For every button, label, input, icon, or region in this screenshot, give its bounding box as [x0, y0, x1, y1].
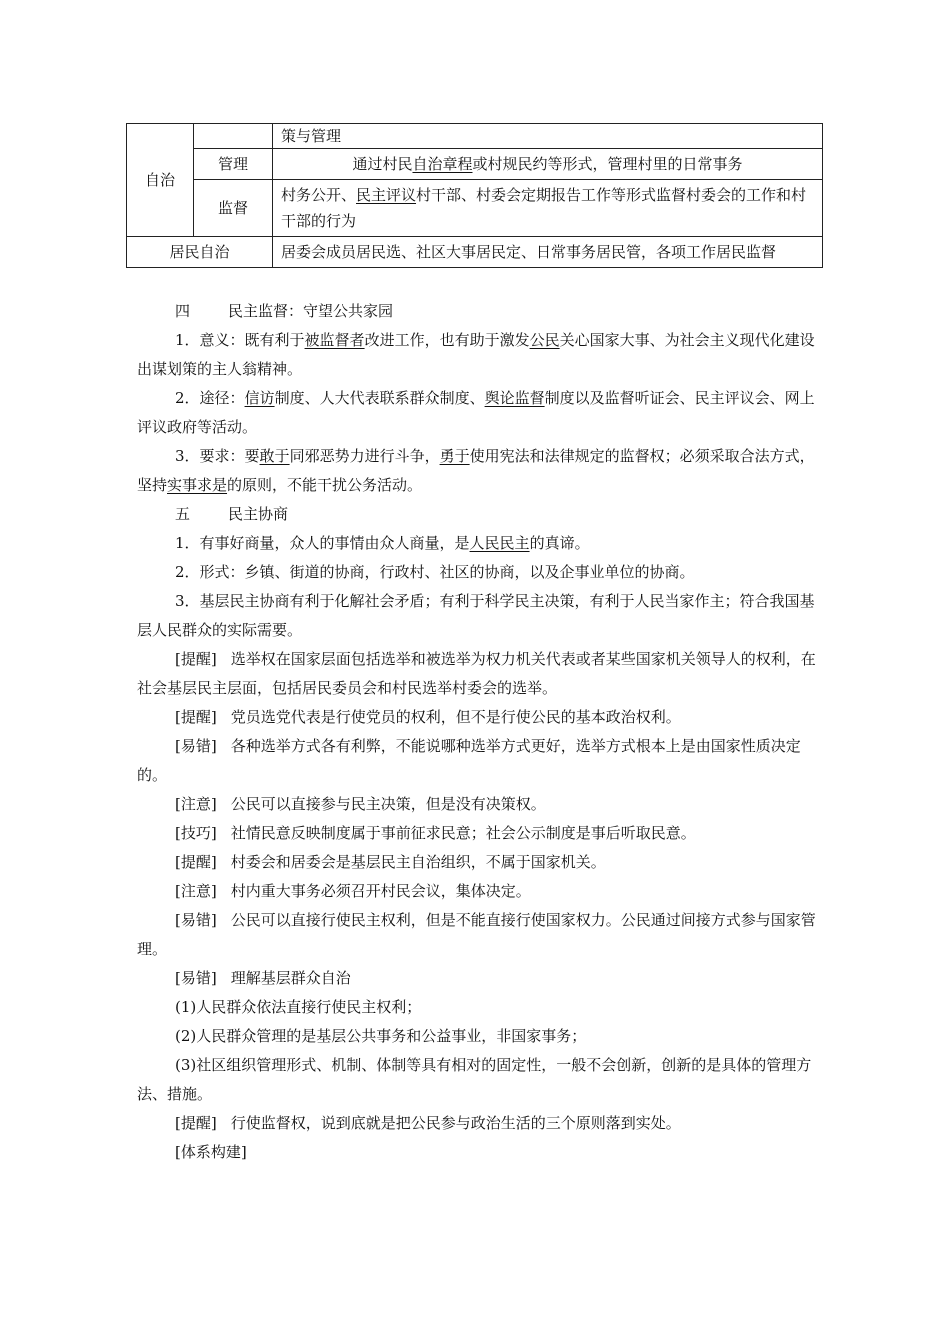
resident-autonomy-label: 居民自治	[169, 243, 230, 261]
note-tag: [注意]	[175, 795, 217, 813]
paragraph: 1．意义：既有利于被监督者改进工作，也有助于激发公民关心国家大事、为社会主义现代化建设出谋划策的主人翁精神。	[137, 331, 815, 378]
underlined-term: 舆论监督	[484, 389, 545, 407]
management-text: 通过村民	[352, 155, 413, 173]
note	[137, 732, 817, 790]
note-tag: [易错]	[175, 737, 217, 755]
section-heading	[137, 297, 817, 326]
note	[137, 645, 817, 703]
note-text: 党员选党代表是行使党员的权利，但不是行使公民的基本政治权利。	[230, 708, 681, 726]
underlined-term: 信访	[244, 389, 275, 407]
note-tag: [提醒]	[175, 1114, 217, 1132]
supervision-text: 村务公开、	[281, 186, 357, 204]
decision-cont-text: 策与管理	[281, 127, 342, 145]
list-item: (1)人民群众依法直接行使民主权利；	[175, 998, 422, 1016]
note	[137, 790, 817, 819]
table-row	[127, 149, 823, 180]
table-row	[127, 237, 823, 268]
note-tag: [提醒]	[175, 708, 217, 726]
table-row	[127, 124, 823, 149]
management-text: 或村规民约等形式，管理村里的日常事务	[472, 155, 743, 173]
underlined-term: 公民	[529, 331, 560, 349]
section-number: 四	[175, 302, 191, 320]
note-text: 社情民意反映制度属于事前征求民意；社会公示制度是事后听取民意。	[230, 824, 696, 842]
list-item: (3)社区组织管理形式、机制、体制等具有相对的固定性，一般不会创新，创新的是具体的管理方法、措施。	[137, 1056, 812, 1103]
village-autonomy-label-cell	[127, 124, 194, 237]
supervision-text-cell	[273, 180, 823, 237]
underlined-term: 实事求是	[167, 476, 228, 494]
note-text: 公民可以直接参与民主决策，但是没有决策权。	[230, 795, 546, 813]
note	[137, 848, 817, 877]
underlined-term: 勇于	[439, 447, 470, 465]
underlined-term: 被监督者	[304, 331, 365, 349]
section-heading	[137, 500, 817, 529]
underlined-term: 自治章程	[412, 155, 473, 173]
resident-autonomy-label-cell	[127, 237, 273, 268]
table-row	[127, 180, 823, 237]
resident-autonomy-text: 居委会成员居民选、社区大事居民定、日常事务居民管，各项工作居民监督	[281, 243, 777, 261]
note-text: 各种选举方式各有利弊，不能说哪种选举方式更好，选举方式根本上是由国家性质决定的。	[137, 737, 801, 784]
note-tag: [易错]	[175, 969, 217, 987]
section-title: 民主协商	[228, 505, 289, 523]
management-text-cell	[273, 149, 823, 180]
note-text: 理解基层群众自治	[230, 969, 351, 987]
section-number: 五	[175, 505, 191, 523]
note-tag: [注意]	[175, 882, 217, 900]
underlined-term: 民主评议	[356, 186, 417, 204]
supervision-label: 监督	[217, 199, 248, 217]
paragraph: 2．形式：乡镇、街道的协商，行政村、社区的协商，以及企事业单位的协商。	[175, 563, 695, 581]
decision-cont-cell	[273, 124, 823, 149]
village-autonomy-label: 自治	[144, 171, 175, 189]
note	[137, 1109, 817, 1138]
note-tag: [技巧]	[175, 824, 217, 842]
supervision-text: 村干部、村委会定期报告工作等形式监督村委会的工作和村干部的行为	[281, 186, 807, 230]
note-text: 行使监督权，说到底就是把公民参与政治生活的三个原则落到实处。	[230, 1114, 681, 1132]
list-item: (2)人民群众管理的是基层公共事务和公益事业，非国家事务；	[175, 1027, 587, 1045]
note	[137, 877, 817, 906]
note-text: 公民可以直接行使民主权利，但是不能直接行使国家权力。公民通过间接方式参与国家管理。	[137, 911, 816, 958]
note	[137, 819, 817, 848]
note-tag: [提醒]	[175, 853, 217, 871]
underlined-term: 人民民主	[469, 534, 530, 552]
note-tag: [易错]	[175, 911, 217, 929]
section-title: 民主监督：守望公共家园	[228, 302, 394, 320]
management-label: 管理	[217, 155, 248, 173]
note-text: 村委会和居委会是基层民主自治组织，不属于国家机关。	[230, 853, 606, 871]
footer-heading: [体系构建]	[175, 1143, 247, 1161]
note	[137, 964, 817, 993]
note-tag: [提醒]	[175, 650, 217, 668]
table-cell	[194, 124, 273, 149]
paragraph: 3．基层民主协商有利于化解社会矛盾；有利于科学民主决策，有利于人民当家作主；符合我国基层人民群众的实际需要。	[137, 592, 815, 639]
paragraph: 3．要求：要敢于同邪恶势力进行斗争，勇于使用宪法和法律规定的监督权；必须采取合法方式，坚持实事求是的原则，不能干扰公务活动。	[137, 447, 815, 494]
resident-autonomy-text-cell	[273, 237, 823, 268]
note	[137, 703, 817, 732]
note-text: 村内重大事务必须召开村民会议，集体决定。	[230, 882, 531, 900]
paragraph: 2．途径：信访制度、人大代表联系群众制度、舆论监督制度以及监督听证会、民主评议会、网上评议政府等活动。	[137, 389, 815, 436]
management-label-cell	[194, 149, 273, 180]
underlined-term: 敢于	[259, 447, 290, 465]
supervision-label-cell	[194, 180, 273, 237]
document-body	[137, 297, 817, 1167]
autonomy-table	[126, 123, 823, 268]
paragraph: 1．有事好商量，众人的事情由众人商量，是人民民主的真谛。	[175, 534, 590, 552]
note-text: 选举权在国家层面包括选举和被选举为权力机关代表或者某些国家机关领导人的权利，在社会基层民主层面，包括居民委员会和村民选举村委会的选举。	[137, 650, 816, 697]
note	[137, 906, 817, 964]
